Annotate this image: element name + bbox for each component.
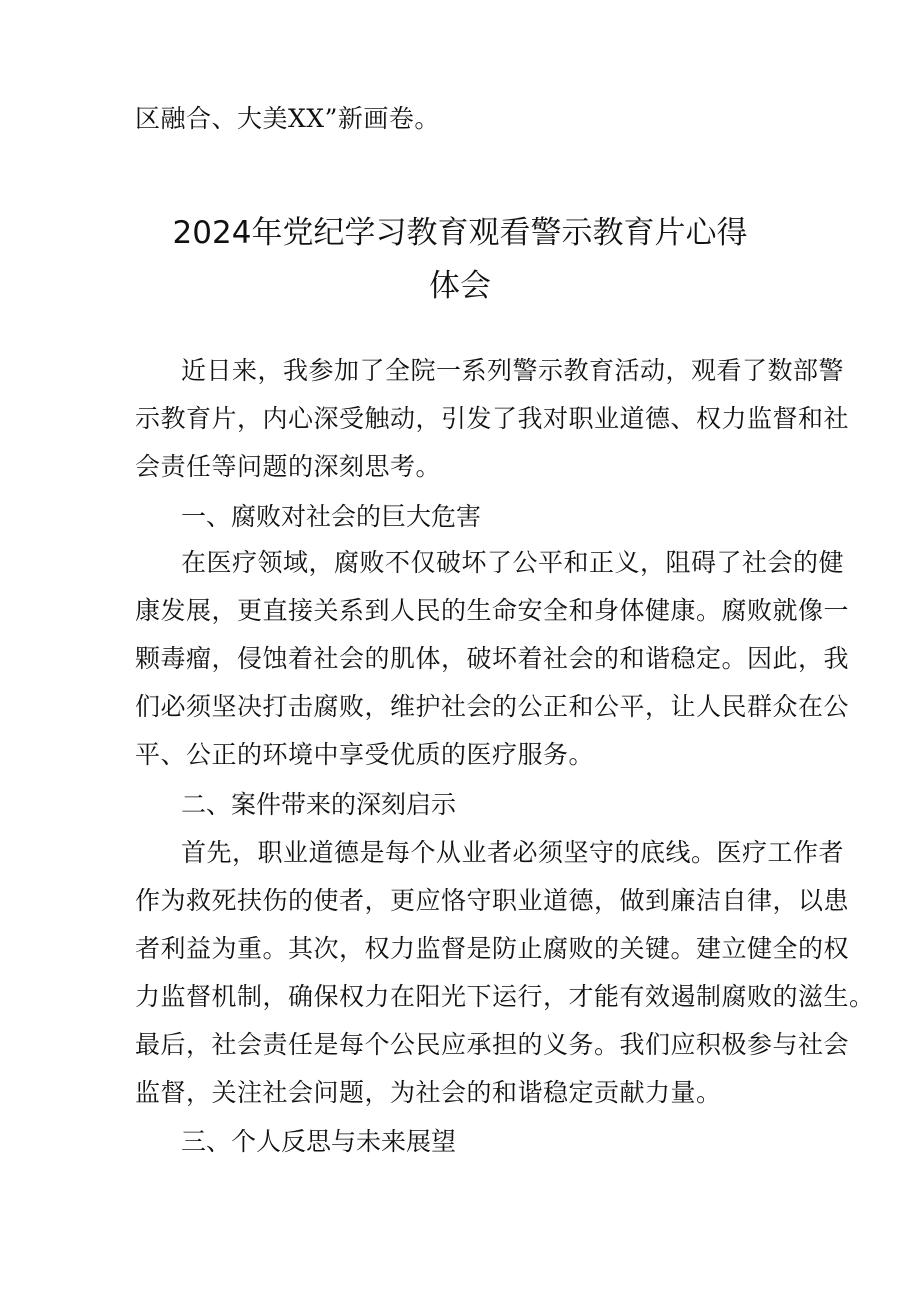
paragraph-line: 们必须坚决打击腐败，维护社会的公正和公平，让人民群众在公: [135, 692, 850, 721]
paragraph-line: 在医疗领域，腐败不仅破坏了公平和正义，阻碍了社会的健: [181, 548, 845, 577]
page-title-line-1: 2024年党纪学习教育观看警示教育片心得: [172, 215, 748, 251]
paragraph-line: 监督，关注社会问题，为社会的和谐稳定贡献力量。: [135, 1078, 722, 1107]
paragraph-line: 者利益为重。其次，权力监督是防止腐败的关键。建立健全的权: [135, 934, 850, 963]
paragraph-line: 示教育片，内心深受触动，引发了我对职业道德、权力监督和社: [135, 404, 850, 433]
paragraph-line: 康发展，更直接关系到人民的生命安全和身体健康。腐败就像一: [135, 596, 850, 625]
paragraph-line: 最后，社会责任是每个公民应承担的义务。我们应积极参与社会: [135, 1030, 850, 1059]
paragraph-line: 颗毒瘤，侵蚀着社会的肌体，破坏着社会的和谐稳定。因此，我: [135, 644, 850, 673]
page-title-line-2: 体会: [429, 268, 491, 304]
paragraph-line: 首先，职业道德是每个从业者必须坚守的底线。医疗工作者: [181, 838, 845, 867]
section-heading-3: 三、个人反思与未来展望: [181, 1127, 457, 1156]
paragraph-line: 会责任等问题的深刻思考。: [135, 452, 442, 481]
paragraph-line: 近日来，我参加了全院一系列警示教育活动，观看了数部警: [181, 356, 845, 385]
paragraph-line: 平、公正的环境中享受优质的医疗服务。: [135, 740, 595, 769]
paragraph-line: 力监督机制，确保权力在阳光下运行，才能有效遏制腐败的滋生。: [135, 982, 875, 1011]
section-heading-2: 二、案件带来的深刻启示: [181, 790, 457, 819]
section-heading-1: 一、腐败对社会的巨大危害: [181, 502, 482, 531]
continuation-text: 区融合、大美XX”新画卷。: [135, 104, 440, 133]
paragraph-line: 作为救死扶伤的使者，更应恪守职业道德，做到廉洁自律，以患: [135, 886, 850, 915]
